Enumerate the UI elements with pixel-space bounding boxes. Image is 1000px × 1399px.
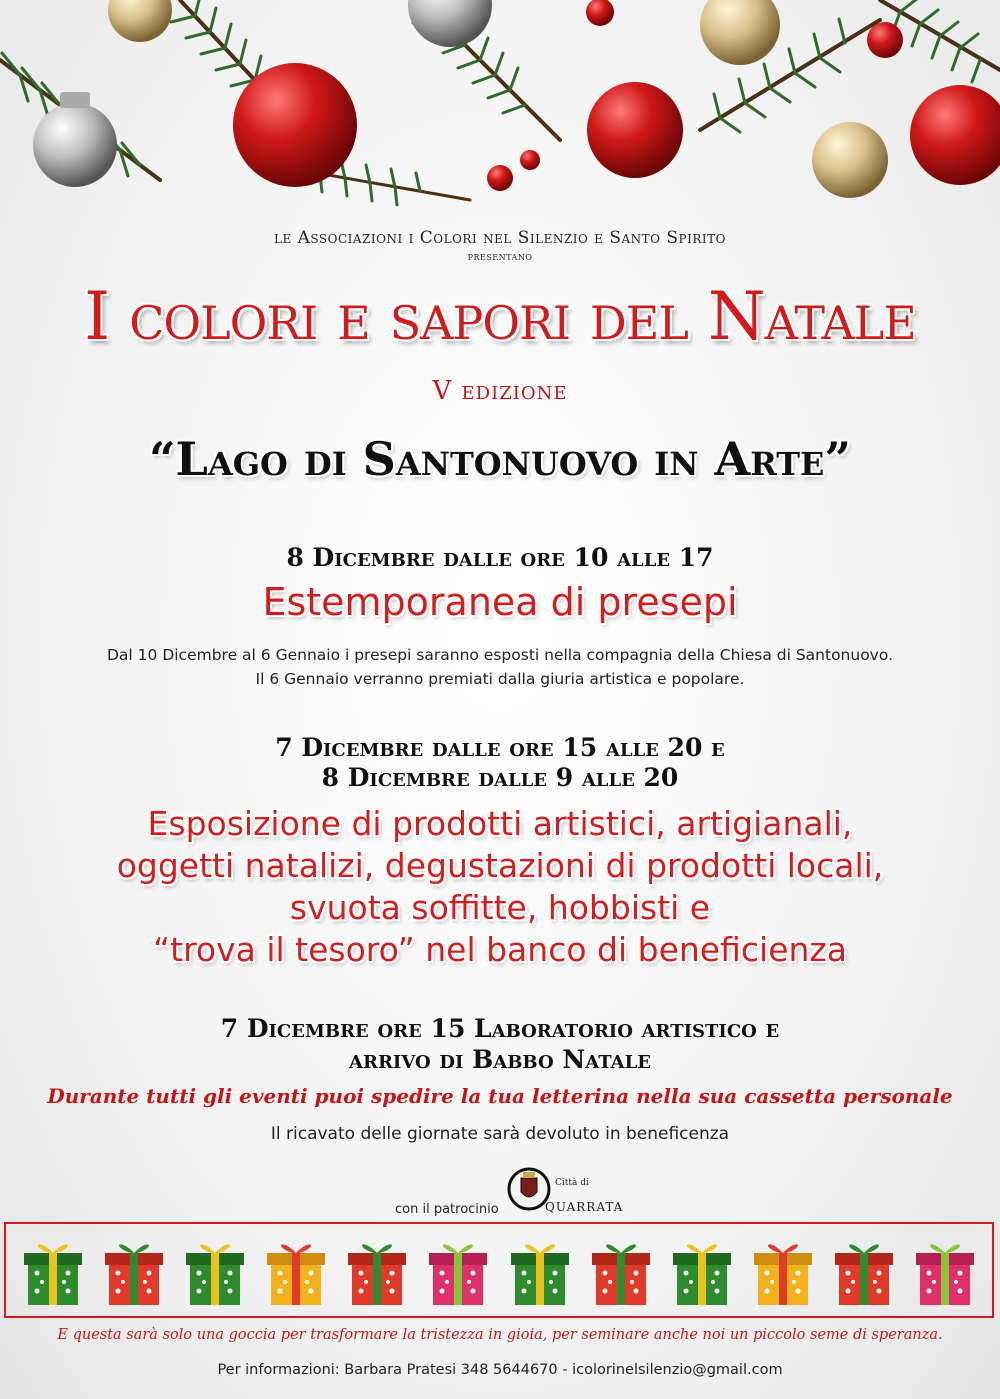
section2-date-line: 8 Dicembre dalle 9 alle 20	[321, 763, 679, 792]
gift-box-icon	[669, 1233, 735, 1307]
gift-box-icon	[182, 1233, 248, 1307]
associations-line: le Associazioni i Colori nel Silenzio e Santo Spirito	[274, 228, 726, 248]
section2-dates	[0, 733, 1000, 793]
gift-strip	[4, 1222, 994, 1318]
patronage-block	[395, 1164, 635, 1218]
gift-box-icon	[912, 1233, 978, 1307]
section3-dates	[0, 1013, 1000, 1075]
gift-box-icon	[20, 1233, 86, 1307]
section2-line: Esposizione di prodotti artistici, artigianali,	[147, 804, 853, 843]
section1-date: 8 Dicembre dalle ore 10 alle 17	[286, 543, 714, 572]
gift-row	[6, 1224, 992, 1316]
christmas-garland-decoration	[0, 0, 1000, 230]
footer-quote: E questa sarà solo una goccia per trasformare la tristezza in gioia, per seminare anche noi un piccolo seme di speranza.	[57, 1327, 943, 1343]
section2-line: svuota soffitte, hobbisti e	[289, 888, 711, 927]
gift-box-icon	[425, 1233, 491, 1307]
gift-box-icon	[344, 1233, 410, 1307]
section1-line: Dal 10 Dicembre al 6 Gennaio i presepi saranno esposti nella compagnia della Chiesa di Santonuovo.	[107, 646, 893, 664]
gift-box-icon	[750, 1233, 816, 1307]
city-name: QUARRATA	[545, 1200, 624, 1214]
section2-description	[0, 803, 1000, 971]
edition-label: V edizione	[432, 376, 568, 406]
section1-description	[0, 643, 1000, 691]
letter-note: Durante tutti gli eventi puoi spedire la tua letterina nella sua cassetta personale	[47, 1084, 953, 1108]
section2-line: oggetti natalizi, degustazioni di prodotti locali,	[116, 846, 884, 885]
city-small-label: Città di	[555, 1178, 589, 1188]
section2-date-line: 7 Dicembre dalle ore 15 alle 20 e	[275, 733, 725, 762]
section1-line: Il 6 Gennaio verranno premiati dalla giuria artistica e popolare.	[255, 670, 745, 688]
patronage-label: con il patrocinio	[395, 1202, 499, 1217]
section3-date-line: arrivo di Babbo Natale	[349, 1045, 651, 1074]
section2-line: “trova il tesoro” nel banco di beneficienza	[153, 930, 847, 969]
event-title: I colori e sapori del Natale	[84, 278, 916, 355]
contact-info: Per informazioni: Barbara Pratesi 348 5644670 - icolorinelsilenzio@gmail.com	[217, 1362, 783, 1378]
gift-box-icon	[507, 1233, 573, 1307]
gift-box-icon	[831, 1233, 897, 1307]
section1-heading: Estemporanea di presepi	[262, 580, 738, 624]
event-subtitle: “Lago di Santonuovo in Arte”	[149, 432, 851, 486]
gift-box-icon	[101, 1233, 167, 1307]
gift-box-icon	[588, 1233, 654, 1307]
presents-label: presentano	[467, 250, 533, 263]
gift-box-icon	[263, 1233, 329, 1307]
charity-note: Il ricavato delle giornate sarà devoluto in beneficenza	[270, 1124, 730, 1144]
section3-date-line: 7 Dicembre ore 15 Laboratorio artistico e	[220, 1014, 780, 1043]
